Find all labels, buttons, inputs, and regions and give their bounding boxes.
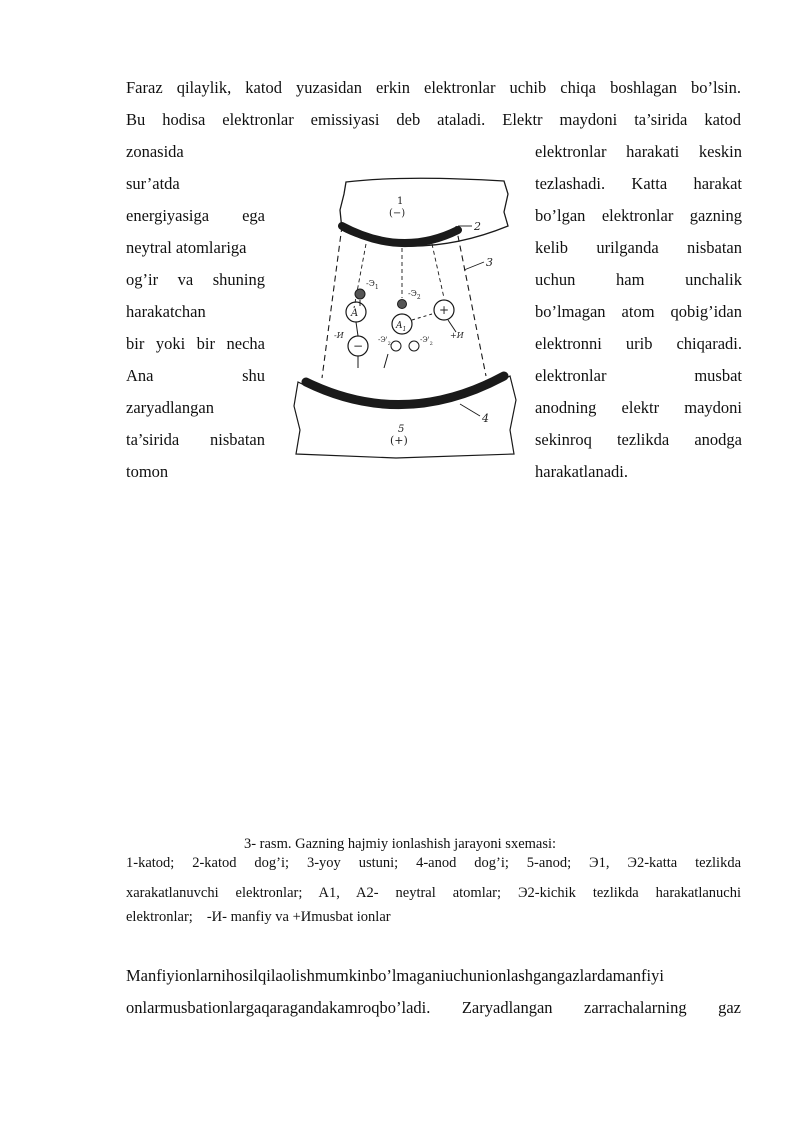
electron-e1 — [355, 289, 365, 299]
left-line: energiyasiga ega — [126, 206, 265, 225]
right-line: anodning elektr maydoni — [535, 398, 742, 417]
right-line: harakatlanadi. — [535, 462, 628, 481]
label-pos-ion: +И — [450, 331, 464, 340]
caption-ions-label: -И- manfiy va +Иmusbat ionlar — [206, 909, 391, 925]
right-line: kelib urilganda nisbatan — [535, 238, 742, 257]
link-a1-pos — [412, 314, 432, 320]
label-slow-e-a — [378, 336, 391, 347]
label-1: 1 — [397, 196, 404, 207]
arrow-slow-electron — [384, 354, 388, 368]
right-line: bo’lgan elektronlar gazning — [535, 206, 742, 225]
label-minus: − — [353, 339, 364, 353]
leader-3 — [464, 262, 484, 270]
label-5-sign: (+) — [390, 434, 408, 447]
left-line: harakatchan — [126, 302, 206, 321]
electron-e2 — [398, 300, 407, 309]
body-line-2: onlarmusbationlargaqaragandakamroqbo’ladi. Zaryadlangan zarrachalarning gaz — [126, 998, 741, 1017]
anode-spot — [306, 376, 504, 405]
intro-line-2: Bu hodisa elektronlar emissiyasi deb ataladi. Elektr maydoni ta’sirida katod — [126, 110, 741, 129]
label-plus: + — [439, 303, 450, 317]
leader-4 — [460, 404, 480, 416]
label-4: 4 — [482, 412, 489, 425]
left-line: neytral atomlariga — [126, 238, 247, 257]
label-e2-main: -Э — [408, 289, 417, 298]
figure-caption-line-2: xarakatlanuvchi elektronlar; A1, A2- neytral atomlar; Э2-kichik tezlikda harakatlanuchi — [126, 885, 741, 901]
label-slow-e-a-main: -Э' — [378, 336, 388, 344]
body-line-1: Manfiyionlarnihosilqilaolishmumkinbo’lmaganiuchunionlashgangazlardamanfiyi — [126, 966, 664, 985]
label-e2-sub: 2 — [416, 294, 421, 301]
label-atom-a1-sub: 1 — [402, 326, 407, 333]
right-line: bo’lmagan atom qobig’idan — [535, 302, 742, 321]
label-slow-e-b — [420, 336, 433, 347]
right-text-column — [535, 142, 742, 494]
cathode-spot — [342, 226, 458, 243]
label-slow-e-b-main: -Э' — [420, 336, 430, 344]
label-atom-a: A — [351, 308, 359, 319]
label-e2 — [408, 289, 421, 301]
arc-column-left — [322, 226, 342, 378]
arrow-neg-ion-link — [356, 322, 358, 336]
right-line: elektronni urib chiqaradi. — [535, 334, 742, 353]
figure-caption-title: 3- rasm. Gazning hajmiy ionlashish jarayoni sxemasi: — [243, 836, 557, 852]
left-line: og’ir va shuning — [126, 270, 265, 289]
ionization-diagram — [284, 168, 524, 468]
left-line: zonasida — [126, 142, 184, 161]
slow-electron-a — [391, 341, 401, 351]
left-line: ta’sirida nisbatan — [126, 430, 265, 449]
intro-line-1: Faraz qilaylik, katod yuzasidan erkin elektronlar uchib chiqa boshlagan bo’lsin. — [126, 78, 741, 97]
label-e1 — [366, 279, 379, 291]
label-atom-a1 — [395, 321, 406, 333]
label-5: 5 — [398, 424, 405, 435]
label-neg-ion: -И — [334, 331, 344, 340]
label-atom-a1-main: A — [396, 321, 403, 331]
right-line: tezlashadi. Katta harakat — [535, 174, 742, 193]
left-line: bir yoki bir necha — [126, 334, 265, 353]
slow-electron-b — [409, 341, 419, 351]
left-line: sur’atda — [126, 174, 180, 193]
left-line: tomon — [126, 462, 169, 481]
arc-column-right — [456, 226, 486, 376]
label-e1-main: -Э — [366, 279, 375, 288]
label-1-sign: (−) — [389, 208, 406, 219]
left-line: Ana shu — [126, 366, 265, 385]
left-text-column — [126, 142, 265, 494]
figure-caption-line-3 — [126, 908, 741, 926]
label-2: 2 — [474, 220, 481, 233]
right-line: uchun ham unchalik — [535, 270, 742, 289]
label-slow-e-b-sub: 2 — [429, 341, 433, 347]
label-slow-e-a-sub: 2 — [387, 341, 391, 347]
caption-electrons-label: elektronlar; — [126, 909, 193, 925]
right-line: sekinroq tezlikda anodga — [535, 430, 742, 449]
label-e1-sub: 1 — [374, 284, 379, 291]
right-line: elektronlar harakati keskin — [535, 142, 742, 161]
right-line: elektronlar musbat — [535, 366, 742, 385]
left-line: zaryadlangan — [126, 398, 214, 417]
label-3: 3 — [486, 256, 493, 269]
figure-caption-line-1: 1-katod; 2-katod dog’i; 3-yoy ustuni; 4-anod dog’i; 5-anod; Э1, Э2-katta tezlikda — [126, 855, 741, 871]
arc-inner-right — [432, 244, 444, 298]
